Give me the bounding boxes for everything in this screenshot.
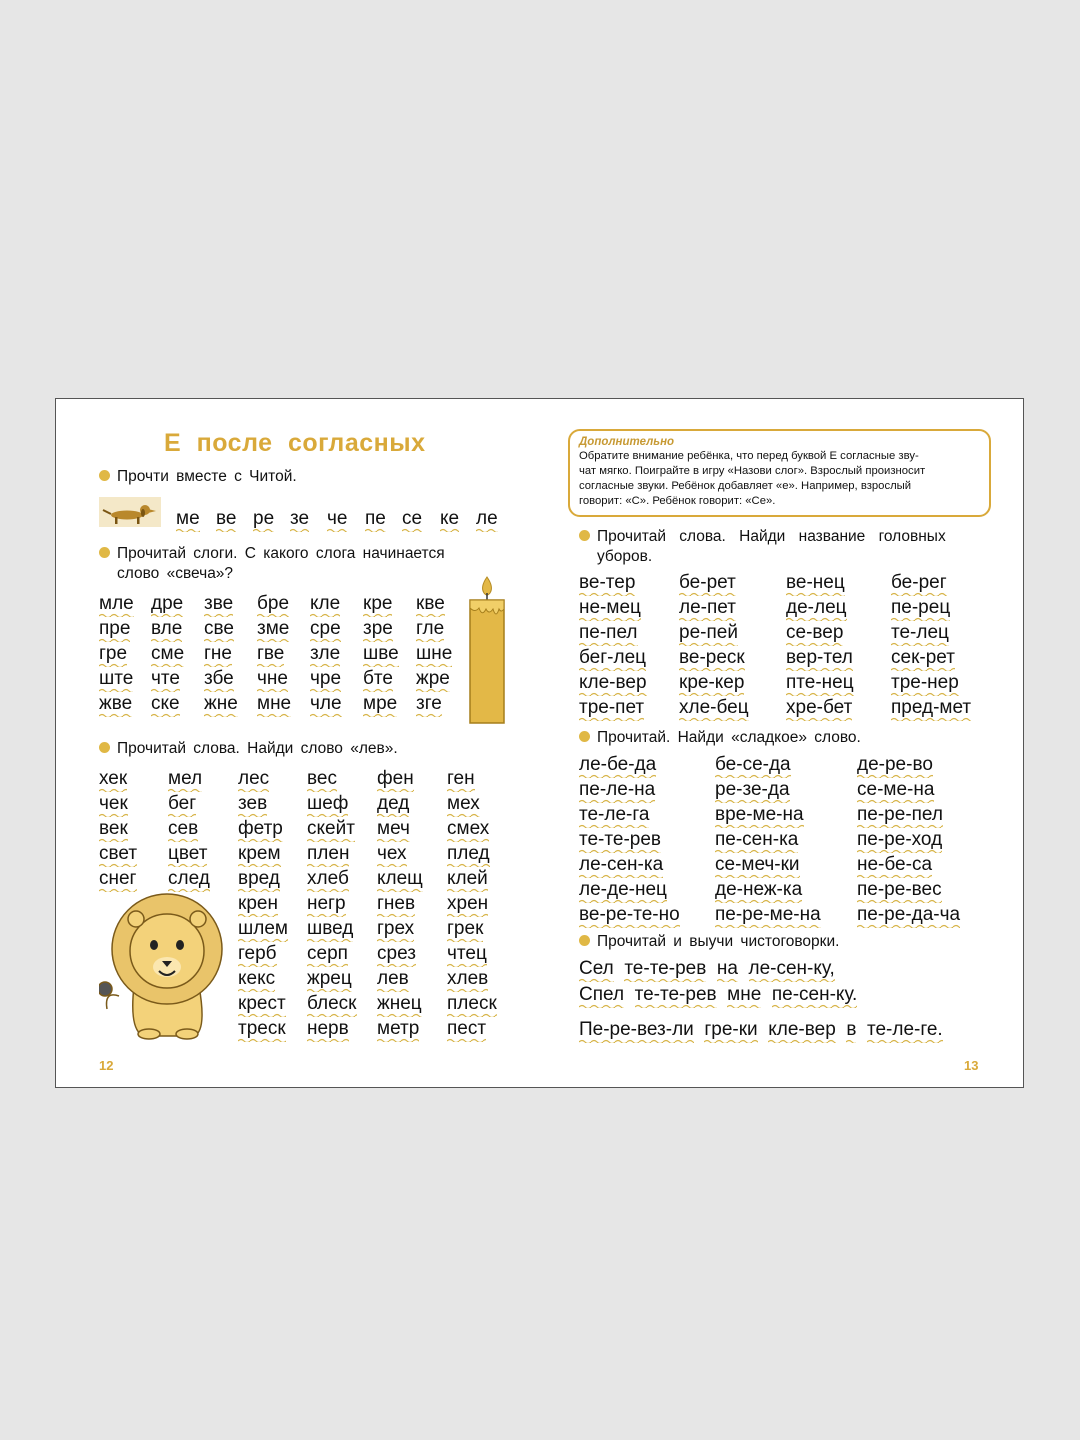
word-item: сме — [151, 641, 184, 667]
word-item: ле-пет — [679, 595, 736, 621]
word-item: збе — [204, 666, 234, 692]
word-item: хре-бет — [786, 695, 852, 721]
candle-icon — [467, 575, 507, 725]
word-item: пред-мет — [891, 695, 971, 721]
word-item: блеск — [307, 991, 357, 1017]
word-item: свет — [99, 841, 137, 867]
word-item: вес — [307, 766, 337, 792]
word-item: век — [99, 816, 128, 842]
word-item: ле-бе-да — [579, 752, 656, 778]
word-item: швед — [307, 916, 353, 942]
word-item: ве-нец — [786, 570, 845, 596]
word-item: смех — [447, 816, 489, 842]
word-item: ве-тер — [579, 570, 635, 596]
word-item: ре-зе-да — [715, 777, 790, 803]
word-item: жре — [416, 666, 450, 692]
word-item: зве — [204, 591, 233, 617]
word-item: бег-лец — [579, 645, 646, 671]
word-item: фен — [377, 766, 414, 792]
word-item: кле — [310, 591, 340, 617]
word-item: зге — [416, 691, 442, 717]
word-item: пе-ре-ход — [857, 827, 942, 853]
word-item: те-те-рев — [579, 827, 661, 853]
word-item: пе-сен-ка — [715, 827, 798, 853]
word-item: плен — [307, 841, 349, 867]
word-item: се-ме-на — [857, 777, 934, 803]
word-item: те-лец — [891, 620, 949, 646]
task-tongue-twisters: Прочитай и выучи чистоговорки. — [579, 932, 839, 952]
word-item: метр — [377, 1016, 419, 1042]
note-heading: Дополнительно — [579, 436, 675, 448]
lion-icon — [99, 891, 229, 1041]
word-item: крем — [238, 841, 281, 867]
syllable: ме — [176, 506, 200, 532]
word-item: крест — [238, 991, 286, 1017]
word-item: мел — [168, 766, 202, 792]
word-item: дре — [151, 591, 183, 617]
word-item: пест — [447, 1016, 486, 1042]
word-item: мле — [99, 591, 134, 617]
task-find-lev: Прочитай слова. Найди слово «лев». — [99, 739, 398, 759]
word-item: ве-ре-те-но — [579, 902, 680, 928]
word-item: пе-ре-пел — [857, 802, 943, 828]
syllable: ве — [216, 506, 236, 532]
word-item: хлеб — [307, 866, 349, 892]
word-item: зев — [238, 791, 267, 817]
word-item: гле — [416, 616, 444, 642]
word-item: мре — [363, 691, 397, 717]
word-item: чле — [310, 691, 342, 717]
tongue-twisters — [579, 956, 999, 1043]
note-box — [568, 429, 991, 517]
word-item: чек — [99, 791, 128, 817]
page-number-left: 12 — [99, 1058, 114, 1073]
word-item: лес — [238, 766, 269, 792]
word-item: бре — [257, 591, 289, 617]
word-item: негр — [307, 891, 346, 917]
twister-line: Сел те-те-рев на ле-сен-ку, — [579, 956, 999, 982]
word-item: вер-тел — [786, 645, 853, 671]
bullet-icon — [579, 530, 590, 541]
word-item: лев — [377, 966, 409, 992]
word-item: ген — [447, 766, 475, 792]
page-title: Е после согласных — [164, 429, 426, 457]
bullet-icon — [99, 742, 110, 753]
word-item: све — [204, 616, 234, 642]
word-item: след — [168, 866, 210, 892]
word-item: крен — [238, 891, 278, 917]
word-item: вред — [238, 866, 280, 892]
word-item: зле — [310, 641, 340, 667]
word-item: пе-рец — [891, 595, 950, 621]
word-item: ре-пей — [679, 620, 738, 646]
word-item: меч — [377, 816, 410, 842]
page-number-right: 13 — [964, 1058, 979, 1073]
syllable: се — [402, 506, 422, 532]
word-item: бе-рет — [679, 570, 736, 596]
word-item: ле-сен-ка — [579, 852, 663, 878]
word-item: пре — [99, 616, 130, 642]
word-item: се-вер — [786, 620, 843, 646]
syllable: ке — [440, 506, 459, 532]
word-item: гнев — [377, 891, 415, 917]
word-item: шне — [416, 641, 452, 667]
word-item: клещ — [377, 866, 423, 892]
word-item: кле-вер — [579, 670, 647, 696]
word-item: кре — [363, 591, 392, 617]
note-text: Обратите внимание ребёнка, что перед буквой Е согласные зву- чат мягко. Поиграйте в игру «Назови слог». Взрослый произносит согласные звуки. Ребёнок добавляет «е». Например, взрослый говорит: «С». Ребёнок говорит: «Се». — [579, 450, 926, 507]
word-item: сек-рет — [891, 645, 955, 671]
word-item: жрец — [307, 966, 352, 992]
word-item: плед — [447, 841, 490, 867]
word-item: гре — [99, 641, 127, 667]
word-item: пе-ре-ме-на — [715, 902, 821, 928]
word-item: жве — [99, 691, 132, 717]
task-sweet-word: Прочитай. Найди «сладкое» слово. — [579, 728, 861, 748]
word-item: клей — [447, 866, 488, 892]
word-item: ске — [151, 691, 180, 717]
word-item: вре-ме-на — [715, 802, 804, 828]
word-item: шве — [363, 641, 399, 667]
syllables-grid — [99, 591, 469, 716]
word-item: кре-кер — [679, 670, 744, 696]
word-item: серп — [307, 941, 348, 967]
word-item: хле-бец — [679, 695, 749, 721]
bullet-icon — [579, 935, 590, 946]
word-item: пе-ре-да-ча — [857, 902, 960, 928]
word-item: гне — [204, 641, 232, 667]
word-item: хрен — [447, 891, 488, 917]
word-item: цвет — [168, 841, 207, 867]
word-item: грек — [447, 916, 483, 942]
word-item: чне — [257, 666, 288, 692]
word-item: де-ре-во — [857, 752, 933, 778]
bullet-icon — [579, 731, 590, 742]
syllable: че — [327, 506, 347, 532]
word-item: чре — [310, 666, 341, 692]
word-item: зре — [363, 616, 393, 642]
word-item: де-неж-ка — [715, 877, 802, 903]
word-item: ве-реск — [679, 645, 745, 671]
word-item: шеф — [307, 791, 348, 817]
word-item: скейт — [307, 816, 355, 842]
word-item: гве — [257, 641, 284, 667]
bullet-icon — [99, 470, 110, 481]
word-item: пе-ле-на — [579, 777, 655, 803]
word-item: чте — [151, 666, 180, 692]
word-item: мне — [257, 691, 291, 717]
word-item: кве — [416, 591, 445, 617]
syllable: ре — [253, 506, 274, 532]
word-item: сре — [310, 616, 341, 642]
word-item: те-ле-га — [579, 802, 649, 828]
word-item: плеск — [447, 991, 497, 1017]
twister-line: Спел те-те-рев мне пе-сен-ку. — [579, 982, 999, 1008]
word-item: бе-се-да — [715, 752, 791, 778]
word-item: мех — [447, 791, 480, 817]
word-item: нерв — [307, 1016, 349, 1042]
word-item: тре-пет — [579, 695, 644, 721]
word-item: герб — [238, 941, 277, 967]
syllable: зе — [290, 506, 309, 532]
syllable-row — [56, 506, 536, 532]
task-read-syllables: Прочитай слоги. С какого слога начинается слово «свеча»? — [99, 544, 502, 584]
task-headwear: Прочитай слова. Найди название головных уборов. — [579, 527, 983, 567]
word-item: пте-нец — [786, 670, 854, 696]
word-item: се-меч-ки — [715, 852, 800, 878]
word-item: чтец — [447, 941, 487, 967]
book-spread — [55, 398, 1024, 1088]
syllable: ле — [476, 506, 498, 532]
word-item: треск — [238, 1016, 286, 1042]
syllable: пе — [365, 506, 386, 532]
word-item: хлев — [447, 966, 488, 992]
word-item: фетр — [238, 816, 283, 842]
bullet-icon — [99, 547, 110, 558]
words-grid-headwear — [579, 570, 999, 720]
task-read-together: Прочти вместе с Читой. — [99, 467, 297, 487]
word-item: дед — [377, 791, 409, 817]
word-item: шлем — [238, 916, 288, 942]
word-item: жне — [204, 691, 238, 717]
word-item: вле — [151, 616, 182, 642]
word-item: пе-пел — [579, 620, 638, 646]
word-item: ште — [99, 666, 133, 692]
word-item: бег — [168, 791, 196, 817]
word-item: кекс — [238, 966, 275, 992]
word-item: пе-ре-вес — [857, 877, 942, 903]
word-item: ле-де-нец — [579, 877, 667, 903]
word-item: грех — [377, 916, 414, 942]
word-item: хек — [99, 766, 127, 792]
word-item: не-мец — [579, 595, 641, 621]
word-item: не-бе-са — [857, 852, 932, 878]
twister-line: Пе-ре-вез-ли гре-ки кле-вер в те-ле-ге. — [579, 1017, 999, 1043]
word-item: срез — [377, 941, 416, 967]
words-grid-sweet — [579, 752, 999, 932]
word-item: бте — [363, 666, 393, 692]
word-item: бе-рег — [891, 570, 947, 596]
word-item: чех — [377, 841, 407, 867]
word-item: жнец — [377, 991, 422, 1017]
word-item: тре-нер — [891, 670, 959, 696]
word-item: де-лец — [786, 595, 847, 621]
word-item: зме — [257, 616, 289, 642]
word-item: снег — [99, 866, 137, 892]
word-item: сев — [168, 816, 198, 842]
